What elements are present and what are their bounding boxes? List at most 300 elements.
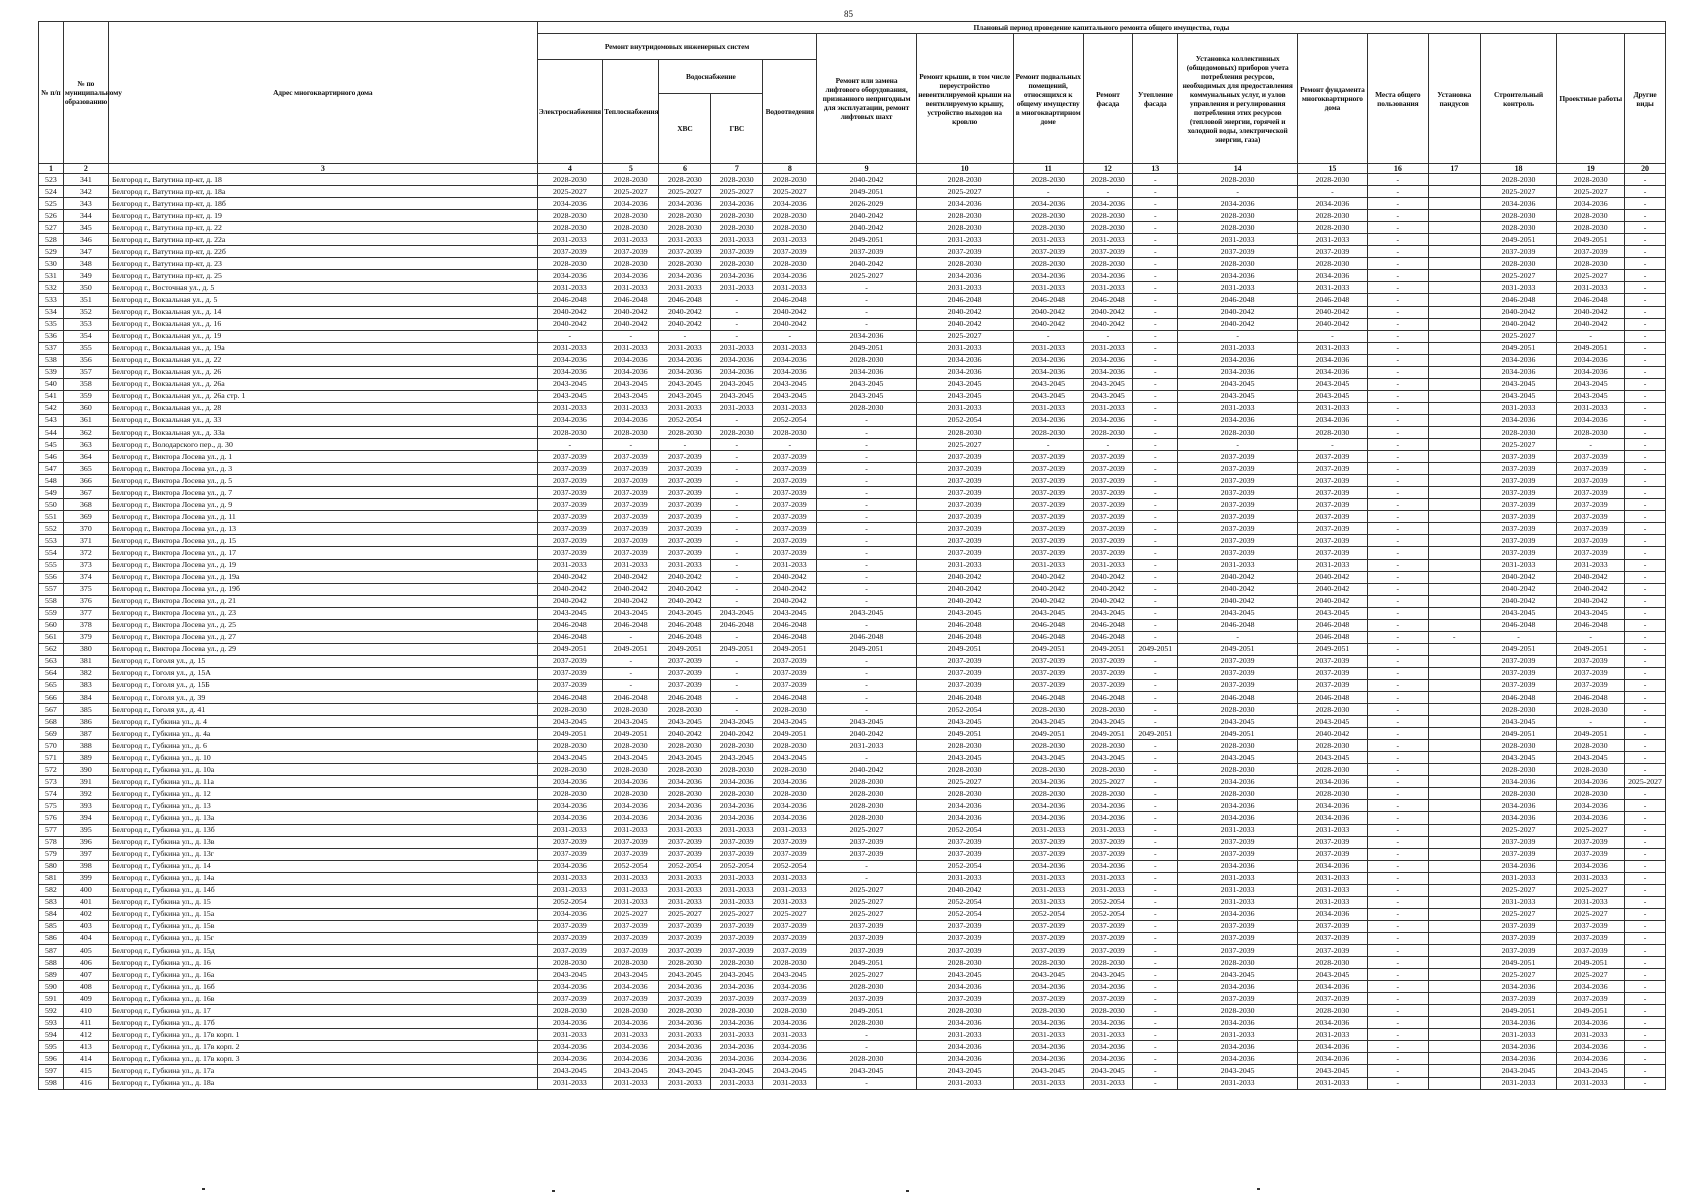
cell-heating: 2031-2033 [603, 282, 659, 294]
cell-other: - [1625, 896, 1666, 908]
cell-drainage: 2037-2039 [763, 547, 817, 559]
cell-other: - [1625, 439, 1666, 451]
table-row [39, 439, 1666, 451]
cell-cold-water: 2025-2027 [659, 186, 711, 198]
table-row [39, 559, 1666, 571]
cell-design-works: 2037-2039 [1557, 511, 1625, 523]
cell-municipal-number: 398 [63, 860, 108, 872]
cell-other: - [1625, 258, 1666, 270]
cell-facade: 2028-2030 [1083, 210, 1133, 222]
cell-basement: 2037-2039 [1013, 945, 1083, 957]
cell-electricity: 2031-2033 [537, 872, 602, 884]
cell-ramps [1428, 667, 1480, 679]
cell-ramps [1428, 583, 1480, 595]
cell-foundation: 2031-2033 [1297, 559, 1367, 571]
cell-construction-control: 2034-2036 [1480, 1017, 1557, 1029]
cell-electricity: 2034-2036 [537, 860, 602, 872]
cell-drainage: 2043-2045 [763, 390, 817, 402]
cell-row-index: 574 [39, 788, 64, 800]
cell-row-index: 578 [39, 836, 64, 848]
table-row [39, 186, 1666, 198]
cell-basement: 2037-2039 [1013, 451, 1083, 463]
cell-cold-water: 2037-2039 [659, 655, 711, 667]
cell-lift: 2026-2029 [817, 198, 916, 210]
cell-hot-water: 2031-2033 [711, 402, 763, 414]
table-row [39, 716, 1666, 728]
table-row [39, 776, 1666, 788]
cell-row-index: 593 [39, 1017, 64, 1029]
cell-basement: 2034-2036 [1013, 776, 1083, 788]
cell-basement: 2034-2036 [1013, 1041, 1083, 1053]
cell-lift: - [817, 426, 916, 438]
cell-lift: - [817, 583, 916, 595]
cell-insulation: - [1133, 234, 1178, 246]
cell-basement: 2046-2048 [1013, 692, 1083, 704]
cell-construction-control: 2037-2039 [1480, 945, 1557, 957]
cell-foundation: 2034-2036 [1297, 908, 1367, 920]
cell-foundation: 2046-2048 [1297, 692, 1367, 704]
cell-ramps [1428, 414, 1480, 426]
cell-heating: 2031-2033 [603, 559, 659, 571]
cell-insulation: - [1133, 1077, 1178, 1089]
cell-heating: 2037-2039 [603, 463, 659, 475]
cell-municipal-number: 364 [63, 451, 108, 463]
cell-basement: 2037-2039 [1013, 499, 1083, 511]
cell-other: - [1625, 463, 1666, 475]
table-row [39, 692, 1666, 704]
cell-municipal-number: 405 [63, 945, 108, 957]
cell-ramps [1428, 1053, 1480, 1065]
col-insulation: Утепление фасада [1133, 34, 1178, 164]
cell-cold-water: 2028-2030 [659, 764, 711, 776]
cell-foundation: 2034-2036 [1297, 354, 1367, 366]
cell-other: - [1625, 1065, 1666, 1077]
cell-address: Белгород г., Ватутина пр-кт, д. 22а [108, 234, 537, 246]
cell-row-index: 560 [39, 619, 64, 631]
cell-facade: 2052-2054 [1083, 896, 1133, 908]
cell-row-index: 524 [39, 186, 64, 198]
cell-roof: 2037-2039 [916, 945, 1013, 957]
cell-basement: 2046-2048 [1013, 619, 1083, 631]
cell-row-index: 564 [39, 667, 64, 679]
cell-cold-water: 2043-2045 [659, 607, 711, 619]
cell-basement: 2028-2030 [1013, 704, 1083, 716]
cell-foundation: 2049-2051 [1297, 643, 1367, 655]
cell-construction-control: 2025-2027 [1480, 439, 1557, 451]
cell-facade: 2028-2030 [1083, 222, 1133, 234]
cell-drainage: 2046-2048 [763, 692, 817, 704]
cell-basement: 2028-2030 [1013, 957, 1083, 969]
cell-ramps [1428, 390, 1480, 402]
cell-heating: 2034-2036 [603, 1017, 659, 1029]
cell-drainage: 2037-2039 [763, 511, 817, 523]
cell-row-index: 561 [39, 631, 64, 643]
table-row [39, 294, 1666, 306]
cell-facade: 2034-2036 [1083, 812, 1133, 824]
cell-construction-control: 2049-2051 [1480, 234, 1557, 246]
cell-electricity: 2037-2039 [537, 848, 602, 860]
cell-facade: 2034-2036 [1083, 366, 1133, 378]
cell-basement: 2037-2039 [1013, 246, 1083, 258]
cell-electricity: 2031-2033 [537, 402, 602, 414]
cell-insulation: - [1133, 547, 1178, 559]
cell-heating: 2037-2039 [603, 848, 659, 860]
cell-roof: 2034-2036 [916, 354, 1013, 366]
table-row [39, 390, 1666, 402]
table-row [39, 402, 1666, 414]
cell-meters: 2037-2039 [1178, 487, 1298, 499]
cell-insulation: - [1133, 318, 1178, 330]
cell-address: Белгород г., Губкина ул., д. 18а [108, 1077, 537, 1089]
cell-other: - [1625, 426, 1666, 438]
table-row [39, 451, 1666, 463]
cell-facade: 2043-2045 [1083, 390, 1133, 402]
cell-row-index: 569 [39, 728, 64, 740]
cell-common-areas: - [1367, 174, 1428, 186]
cell-common-areas: - [1367, 824, 1428, 836]
cell-ramps [1428, 692, 1480, 704]
cell-hot-water: 2031-2033 [711, 1077, 763, 1089]
cell-common-areas: - [1367, 716, 1428, 728]
cell-municipal-number: 358 [63, 378, 108, 390]
cell-cold-water: 2037-2039 [659, 523, 711, 535]
cell-electricity: 2040-2042 [537, 306, 602, 318]
cell-row-index: 548 [39, 475, 64, 487]
cell-lift: - [817, 282, 916, 294]
cell-address: Белгород г., Губкина ул., д. 16в [108, 993, 537, 1005]
cell-insulation: - [1133, 704, 1178, 716]
cell-meters: 2031-2033 [1178, 1077, 1298, 1089]
table-row [39, 1053, 1666, 1065]
cell-other: - [1625, 294, 1666, 306]
cell-drainage: 2043-2045 [763, 607, 817, 619]
cell-roof: 2052-2054 [916, 414, 1013, 426]
cell-foundation: 2037-2039 [1297, 932, 1367, 944]
cell-ramps [1428, 704, 1480, 716]
column-number-row [39, 164, 1666, 174]
cell-electricity: 2043-2045 [537, 752, 602, 764]
cell-drainage: 2031-2033 [763, 559, 817, 571]
cell-heating: 2031-2033 [603, 872, 659, 884]
cell-design-works: 2037-2039 [1557, 655, 1625, 667]
cell-ramps [1428, 523, 1480, 535]
cell-address: Белгород г., Губкина ул., д. 15 [108, 896, 537, 908]
cell-cold-water: 2040-2042 [659, 571, 711, 583]
cell-heating: 2031-2033 [603, 1029, 659, 1041]
cell-basement: 2028-2030 [1013, 788, 1083, 800]
cell-hot-water: 2031-2033 [711, 1029, 763, 1041]
cell-meters: 2028-2030 [1178, 957, 1298, 969]
cell-municipal-number: 413 [63, 1041, 108, 1053]
cell-other: - [1625, 667, 1666, 679]
cell-roof: 2052-2054 [916, 896, 1013, 908]
cell-cold-water: 2028-2030 [659, 957, 711, 969]
column-number: 1 [39, 164, 64, 174]
cell-electricity: 2034-2036 [537, 800, 602, 812]
cell-design-works: 2043-2045 [1557, 390, 1625, 402]
cell-roof: 2043-2045 [916, 378, 1013, 390]
cell-municipal-number: 384 [63, 692, 108, 704]
cell-common-areas: - [1367, 812, 1428, 824]
cell-row-index: 559 [39, 607, 64, 619]
cell-basement: 2040-2042 [1013, 306, 1083, 318]
cell-meters: 2043-2045 [1178, 1065, 1298, 1077]
cell-meters: 2040-2042 [1178, 583, 1298, 595]
cell-row-index: 585 [39, 920, 64, 932]
cell-heating: 2034-2036 [603, 800, 659, 812]
cell-lift: 2049-2051 [817, 234, 916, 246]
cell-meters: 2034-2036 [1178, 981, 1298, 993]
cell-row-index: 536 [39, 330, 64, 342]
cell-design-works: 2049-2051 [1557, 342, 1625, 354]
cell-roof: 2028-2030 [916, 426, 1013, 438]
cell-ramps [1428, 884, 1480, 896]
table-row [39, 222, 1666, 234]
cell-heating: 2037-2039 [603, 836, 659, 848]
cell-common-areas: - [1367, 378, 1428, 390]
cell-hot-water: 2034-2036 [711, 354, 763, 366]
cell-municipal-number: 391 [63, 776, 108, 788]
cell-municipal-number: 390 [63, 764, 108, 776]
cell-ramps [1428, 475, 1480, 487]
cell-municipal-number: 415 [63, 1065, 108, 1077]
cell-meters: 2028-2030 [1178, 258, 1298, 270]
cell-other: - [1625, 1077, 1666, 1089]
cell-ramps [1428, 535, 1480, 547]
cell-foundation: 2028-2030 [1297, 426, 1367, 438]
cell-hot-water: 2052-2054 [711, 860, 763, 872]
cell-facade: 2037-2039 [1083, 993, 1133, 1005]
cell-foundation: 2043-2045 [1297, 378, 1367, 390]
cell-row-index: 551 [39, 511, 64, 523]
water-supply-header: Водоснабжение [659, 60, 763, 94]
cell-drainage: 2034-2036 [763, 198, 817, 210]
cell-roof: 2031-2033 [916, 872, 1013, 884]
cell-electricity: 2037-2039 [537, 993, 602, 1005]
cell-basement: 2046-2048 [1013, 631, 1083, 643]
table-row [39, 728, 1666, 740]
table-row [39, 511, 1666, 523]
cell-municipal-number: 374 [63, 571, 108, 583]
cell-roof: 2037-2039 [916, 511, 1013, 523]
cell-basement: 2043-2045 [1013, 1065, 1083, 1077]
cell-roof: 2031-2033 [916, 559, 1013, 571]
cell-address: Белгород г., Восточная ул., д. 5 [108, 282, 537, 294]
cell-foundation: 2031-2033 [1297, 896, 1367, 908]
cell-drainage: 2043-2045 [763, 716, 817, 728]
cell-row-index: 544 [39, 426, 64, 438]
cell-address: Белгород г., Губкина ул., д. 14б [108, 884, 537, 896]
scan-mark [202, 1188, 205, 1190]
cell-ramps [1428, 559, 1480, 571]
cell-row-index: 598 [39, 1077, 64, 1089]
cell-facade: 2043-2045 [1083, 378, 1133, 390]
cell-municipal-number: 354 [63, 330, 108, 342]
cell-common-areas: - [1367, 993, 1428, 1005]
cell-design-works: 2043-2045 [1557, 607, 1625, 619]
cell-other: - [1625, 836, 1666, 848]
cell-other: - [1625, 414, 1666, 426]
cell-facade: 2034-2036 [1083, 1053, 1133, 1065]
cell-other: - [1625, 402, 1666, 414]
cell-heating: 2034-2036 [603, 270, 659, 282]
column-number: 7 [711, 164, 763, 174]
cell-ramps [1428, 1041, 1480, 1053]
cell-common-areas: - [1367, 222, 1428, 234]
cell-other: - [1625, 198, 1666, 210]
cell-meters: - [1178, 439, 1298, 451]
cell-meters: 2037-2039 [1178, 451, 1298, 463]
cell-heating: 2034-2036 [603, 1053, 659, 1065]
cell-municipal-number: 406 [63, 957, 108, 969]
cell-drainage: 2031-2033 [763, 884, 817, 896]
cell-foundation: 2034-2036 [1297, 366, 1367, 378]
cell-row-index: 555 [39, 559, 64, 571]
cell-lift: 2031-2033 [817, 740, 916, 752]
cell-construction-control: 2037-2039 [1480, 547, 1557, 559]
cell-design-works: - [1557, 439, 1625, 451]
cell-construction-control: 2025-2027 [1480, 330, 1557, 342]
cell-row-index: 537 [39, 342, 64, 354]
cell-common-areas: - [1367, 752, 1428, 764]
cell-heating: 2040-2042 [603, 583, 659, 595]
cell-design-works: 2031-2033 [1557, 282, 1625, 294]
cell-design-works: 2037-2039 [1557, 487, 1625, 499]
cell-address: Белгород г., Вокзальная ул., д. 5 [108, 294, 537, 306]
cell-roof: 2034-2036 [916, 981, 1013, 993]
cell-construction-control: 2049-2051 [1480, 643, 1557, 655]
column-number: 17 [1428, 164, 1480, 174]
cell-hot-water: 2031-2033 [711, 824, 763, 836]
cell-foundation: 2043-2045 [1297, 1065, 1367, 1077]
column-number: 3 [108, 164, 537, 174]
cell-electricity: 2037-2039 [537, 463, 602, 475]
cell-facade: 2031-2033 [1083, 402, 1133, 414]
cell-heating: 2037-2039 [603, 945, 659, 957]
cell-basement: 2052-2054 [1013, 908, 1083, 920]
cell-row-index: 540 [39, 378, 64, 390]
table-row [39, 571, 1666, 583]
cell-foundation: 2034-2036 [1297, 776, 1367, 788]
cell-roof: 2052-2054 [916, 860, 1013, 872]
cell-lift: 2025-2027 [817, 884, 916, 896]
col-heating: Теплоснабжения [603, 60, 659, 164]
cell-lift: 2037-2039 [817, 920, 916, 932]
cell-row-index: 538 [39, 354, 64, 366]
cell-cold-water: 2031-2033 [659, 872, 711, 884]
cell-hot-water: - [711, 631, 763, 643]
cell-insulation: - [1133, 451, 1178, 463]
cell-facade: 2037-2039 [1083, 836, 1133, 848]
cell-facade: 2037-2039 [1083, 547, 1133, 559]
cell-municipal-number: 385 [63, 704, 108, 716]
cell-other: - [1625, 475, 1666, 487]
cell-roof: 2025-2027 [916, 776, 1013, 788]
cell-foundation: 2028-2030 [1297, 764, 1367, 776]
cell-drainage: 2046-2048 [763, 619, 817, 631]
cell-electricity: 2037-2039 [537, 932, 602, 944]
cell-construction-control: 2037-2039 [1480, 487, 1557, 499]
cell-address: Белгород г., Губкина ул., д. 13в [108, 836, 537, 848]
cell-ramps [1428, 258, 1480, 270]
cell-heating: 2034-2036 [603, 1041, 659, 1053]
cell-common-areas: - [1367, 920, 1428, 932]
table-row [39, 740, 1666, 752]
cell-construction-control: 2037-2039 [1480, 246, 1557, 258]
cell-lift: 2037-2039 [817, 246, 916, 258]
cell-roof: 2031-2033 [916, 402, 1013, 414]
col-electricity: Электроснабжения [537, 60, 602, 164]
cell-design-works: 2037-2039 [1557, 547, 1625, 559]
cell-foundation: 2034-2036 [1297, 1053, 1367, 1065]
cell-cold-water: 2052-2054 [659, 414, 711, 426]
cell-facade: 2037-2039 [1083, 499, 1133, 511]
cell-cold-water: 2031-2033 [659, 824, 711, 836]
cell-common-areas: - [1367, 487, 1428, 499]
cell-other: - [1625, 186, 1666, 198]
cell-address: Белгород г., Губкина ул., д. 17б [108, 1017, 537, 1029]
cell-heating: - [603, 655, 659, 667]
cell-electricity: 2040-2042 [537, 571, 602, 583]
cell-lift: 2028-2030 [817, 788, 916, 800]
cell-address: Белгород г., Виктора Лосева ул., д. 15 [108, 535, 537, 547]
cell-ramps [1428, 306, 1480, 318]
cell-meters: 2037-2039 [1178, 499, 1298, 511]
cell-roof: 2037-2039 [916, 547, 1013, 559]
cell-construction-control: 2049-2051 [1480, 957, 1557, 969]
cell-other: - [1625, 1017, 1666, 1029]
cell-row-index: 562 [39, 643, 64, 655]
cell-design-works: 2043-2045 [1557, 752, 1625, 764]
cell-basement: 2034-2036 [1013, 366, 1083, 378]
cell-facade: 2028-2030 [1083, 957, 1133, 969]
table-row [39, 981, 1666, 993]
cell-basement: 2034-2036 [1013, 800, 1083, 812]
cell-other: - [1625, 716, 1666, 728]
cell-basement: 2046-2048 [1013, 294, 1083, 306]
cell-municipal-number: 401 [63, 896, 108, 908]
cell-design-works: 2031-2033 [1557, 559, 1625, 571]
cell-ramps [1428, 728, 1480, 740]
cell-design-works: 2037-2039 [1557, 993, 1625, 1005]
cell-heating: 2028-2030 [603, 740, 659, 752]
cell-other: - [1625, 523, 1666, 535]
cell-construction-control: - [1480, 631, 1557, 643]
cell-heating: 2037-2039 [603, 932, 659, 944]
cell-municipal-number: 382 [63, 667, 108, 679]
cell-construction-control: 2031-2033 [1480, 402, 1557, 414]
cell-foundation: 2046-2048 [1297, 619, 1367, 631]
cell-other: - [1625, 969, 1666, 981]
cell-lift: 2025-2027 [817, 270, 916, 282]
cell-facade: 2031-2033 [1083, 872, 1133, 884]
cell-design-works: 2040-2042 [1557, 306, 1625, 318]
cell-insulation: - [1133, 776, 1178, 788]
cell-lift: 2049-2051 [817, 186, 916, 198]
cell-heating: 2034-2036 [603, 198, 659, 210]
cell-roof: 2028-2030 [916, 764, 1013, 776]
cell-heating: 2037-2039 [603, 499, 659, 511]
cell-municipal-number: 389 [63, 752, 108, 764]
cell-lift: 2040-2042 [817, 222, 916, 234]
cell-foundation: 2031-2033 [1297, 1077, 1367, 1089]
cell-roof: 2034-2036 [916, 1053, 1013, 1065]
cell-cold-water: 2031-2033 [659, 884, 711, 896]
cell-design-works: 2028-2030 [1557, 788, 1625, 800]
cell-hot-water: 2037-2039 [711, 993, 763, 1005]
cell-drainage: 2037-2039 [763, 246, 817, 258]
cell-facade: 2028-2030 [1083, 788, 1133, 800]
